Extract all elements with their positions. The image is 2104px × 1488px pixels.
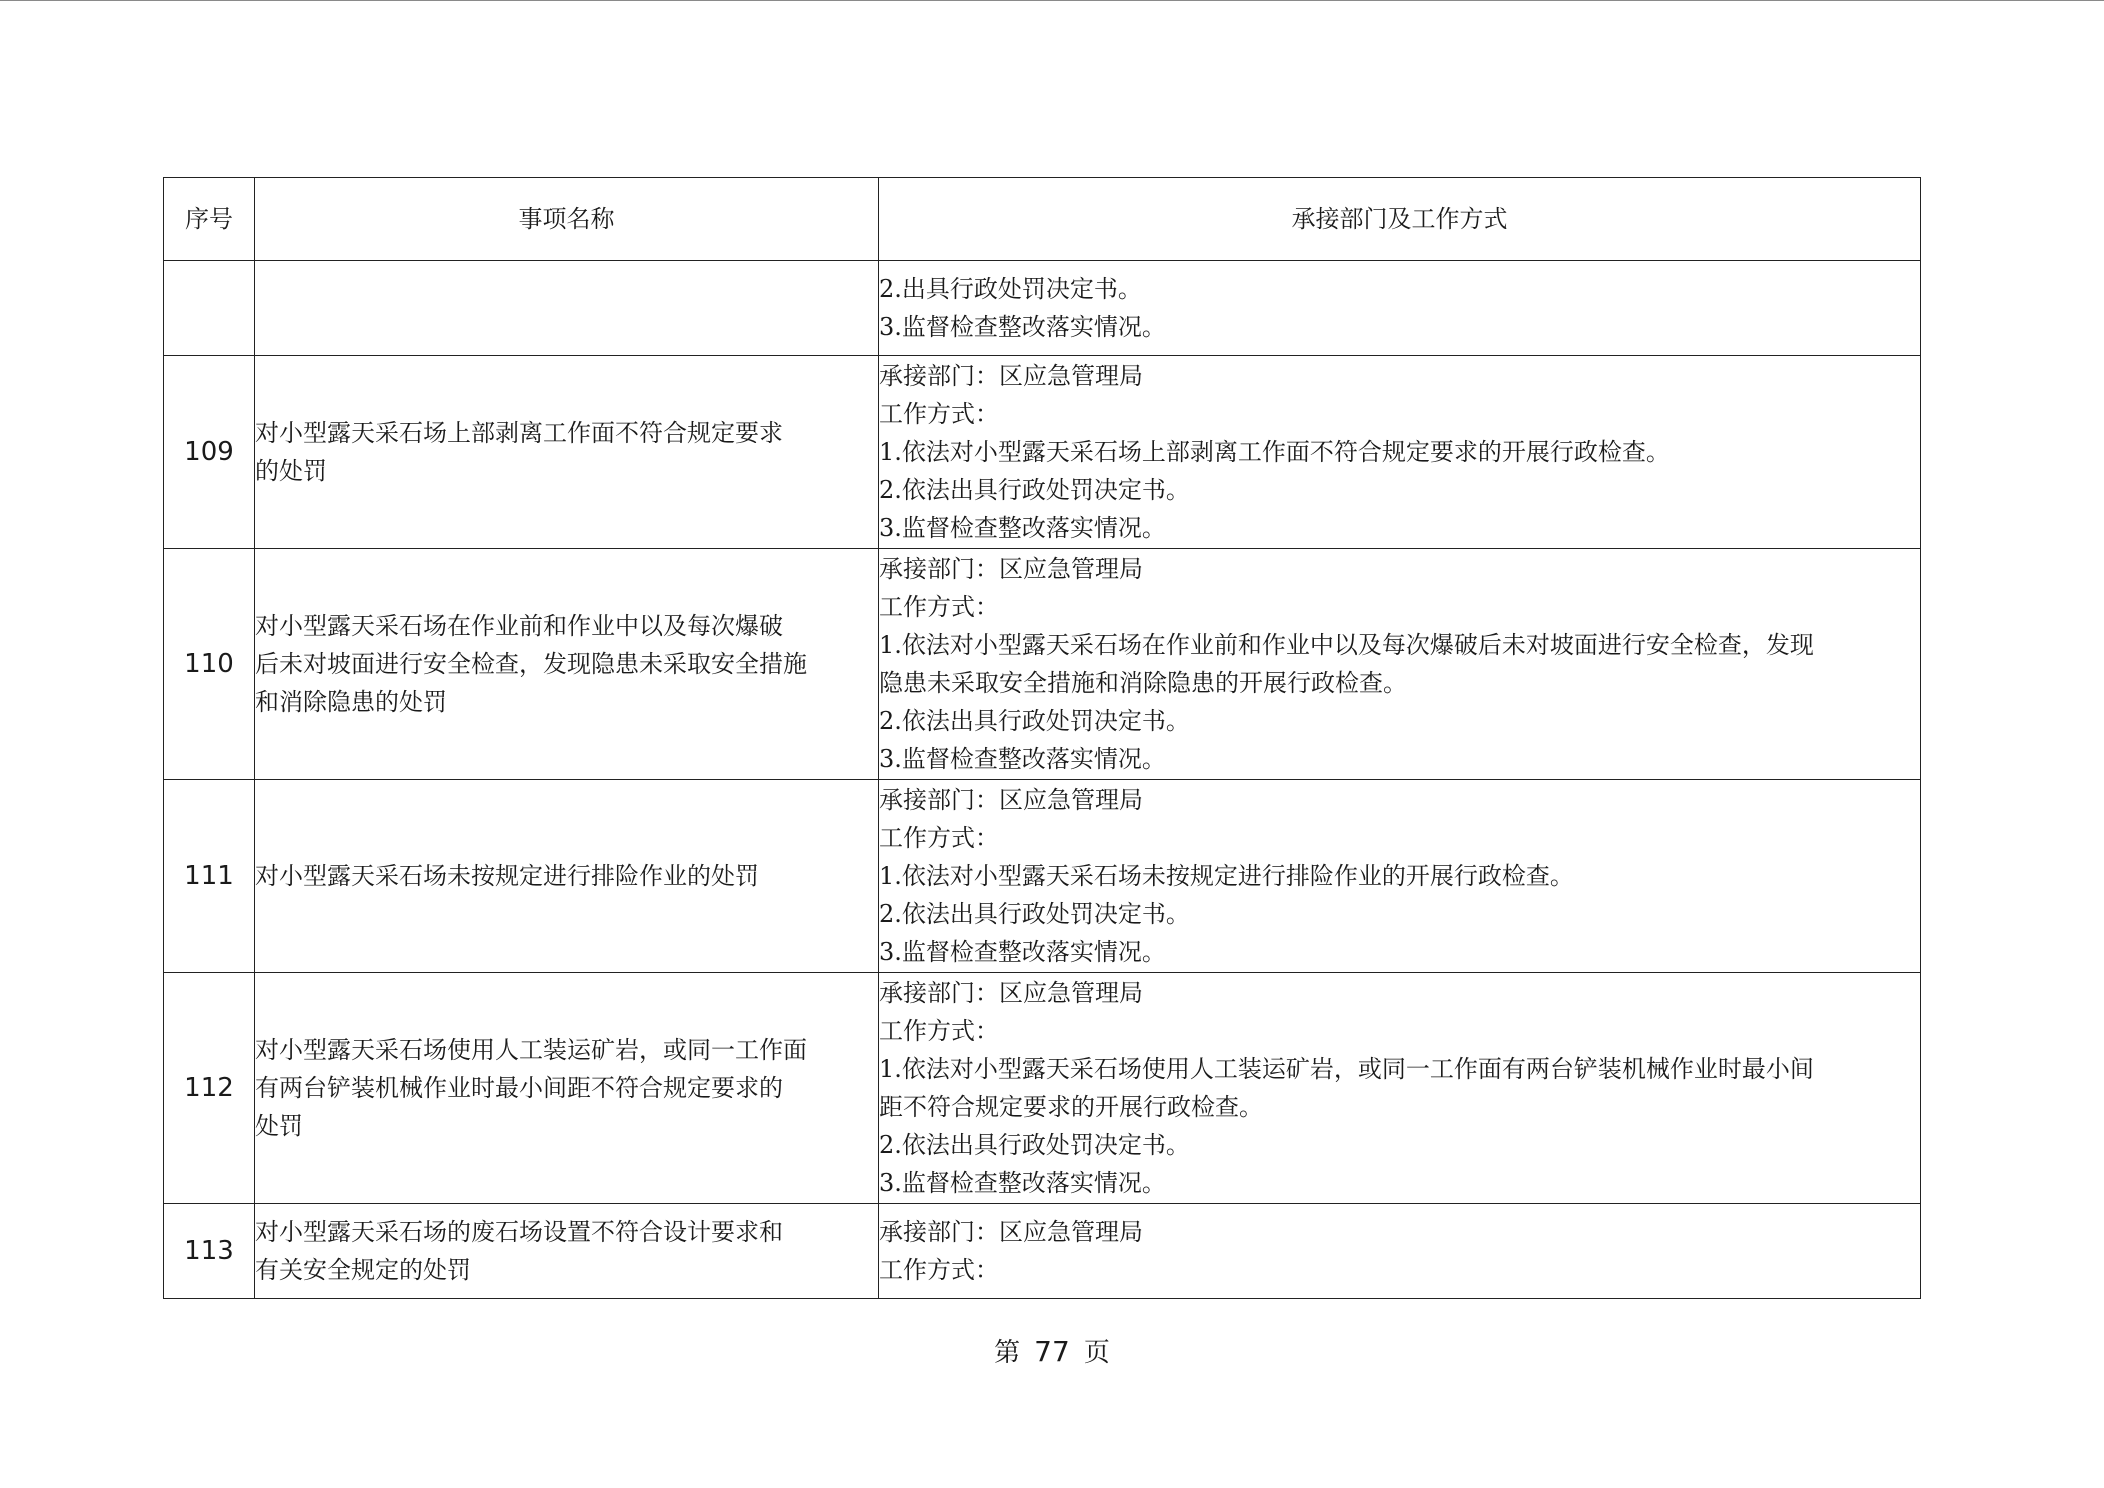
row-department-method — [879, 973, 1921, 1204]
row-matter-name — [255, 780, 879, 973]
dept-line: 3.监督检查整改落实情况。 — [879, 938, 1166, 966]
dept-line: 承接部门：区应急管理局 — [879, 555, 1143, 583]
page-number: 77 — [1034, 1335, 1070, 1368]
table-header-row — [164, 178, 1921, 261]
name-line: 有关安全规定的处罚 — [255, 1256, 471, 1284]
dept-line: 1.依法对小型露天采石场使用人工装运矿岩，或同一工作面有两台铲装机械作业时最小间 — [879, 1055, 1814, 1083]
dept-line: 1.依法对小型露天采石场未按规定进行排险作业的开展行政检查。 — [879, 862, 1574, 890]
dept-line: 3.监督检查整改落实情况。 — [879, 745, 1166, 773]
row-serial-number: 112 — [164, 973, 255, 1204]
dept-line: 承接部门：区应急管理局 — [879, 362, 1143, 390]
dept-line: 工作方式： — [879, 400, 999, 428]
dept-line: 工作方式： — [879, 1017, 999, 1045]
name-line: 处罚 — [255, 1112, 303, 1140]
row-matter-name — [255, 973, 879, 1204]
dept-line: 2.依法出具行政处罚决定书。 — [879, 476, 1190, 504]
page-number-prefix: 第 — [994, 1338, 1021, 1368]
table-row — [164, 973, 1921, 1204]
row-matter-name — [255, 356, 879, 549]
header-department-method: 承接部门及工作方式 — [879, 178, 1921, 261]
name-line: 和消除隐患的处罚 — [255, 688, 447, 716]
dept-line: 3.监督检查整改落实情况。 — [879, 514, 1166, 542]
name-line: 对小型露天采石场未按规定进行排险作业的处罚 — [255, 862, 759, 890]
name-line: 有两台铲装机械作业时最小间距不符合规定要求的 — [255, 1074, 783, 1102]
dept-line: 2.依法出具行政处罚决定书。 — [879, 1131, 1190, 1159]
name-line: 对小型露天采石场上部剥离工作面不符合规定要求 — [255, 419, 783, 447]
row-serial-number: 111 — [164, 780, 255, 973]
row-department-method — [879, 549, 1921, 780]
name-line: 的处罚 — [255, 457, 327, 485]
page-number-suffix: 页 — [1083, 1338, 1110, 1368]
name-line: 对小型露天采石场的废石场设置不符合设计要求和 — [255, 1218, 783, 1246]
dept-line: 1.依法对小型露天采石场在作业前和作业中以及每次爆破后未对坡面进行安全检查，发现 — [879, 631, 1814, 659]
dept-line: 承接部门：区应急管理局 — [879, 979, 1143, 1007]
dept-line: 工作方式： — [879, 593, 999, 621]
page-footer — [0, 1332, 2104, 1373]
header-matter-name: 事项名称 — [255, 178, 879, 261]
dept-line: 工作方式： — [879, 824, 999, 852]
name-line: 对小型露天采石场在作业前和作业中以及每次爆破 — [255, 612, 783, 640]
dept-line: 2.出具行政处罚决定书。 — [879, 275, 1142, 303]
dept-line: 工作方式： — [879, 1256, 999, 1284]
table-row — [164, 1204, 1921, 1299]
row-serial-number: 109 — [164, 356, 255, 549]
row-department-method — [879, 356, 1921, 549]
row-matter-name — [255, 261, 879, 356]
dept-line: 承接部门：区应急管理局 — [879, 1218, 1143, 1246]
matters-table — [163, 177, 1921, 1299]
page-top-border — [0, 0, 2104, 1]
row-serial-number: 110 — [164, 549, 255, 780]
name-line: 对小型露天采石场使用人工装运矿岩，或同一工作面 — [255, 1036, 807, 1064]
dept-line: 隐患未采取安全措施和消除隐患的开展行政检查。 — [879, 669, 1407, 697]
header-serial-number: 序号 — [164, 178, 255, 261]
dept-line: 3.监督检查整改落实情况。 — [879, 313, 1166, 341]
dept-line: 3.监督检查整改落实情况。 — [879, 1169, 1166, 1197]
table-row — [164, 780, 1921, 973]
dept-line: 距不符合规定要求的开展行政检查。 — [879, 1093, 1263, 1121]
table-row — [164, 549, 1921, 780]
row-department-method — [879, 780, 1921, 973]
row-department-method — [879, 1204, 1921, 1299]
dept-line: 1.依法对小型露天采石场上部剥离工作面不符合规定要求的开展行政检查。 — [879, 438, 1670, 466]
row-matter-name — [255, 1204, 879, 1299]
name-line: 后未对坡面进行安全检查，发现隐患未采取安全措施 — [255, 650, 807, 678]
row-matter-name — [255, 549, 879, 780]
dept-line: 承接部门：区应急管理局 — [879, 786, 1143, 814]
table-row — [164, 356, 1921, 549]
row-serial-number: 113 — [164, 1204, 255, 1299]
row-serial-number — [164, 261, 255, 356]
dept-line: 2.依法出具行政处罚决定书。 — [879, 707, 1190, 735]
dept-line: 2.依法出具行政处罚决定书。 — [879, 900, 1190, 928]
table-row — [164, 261, 1921, 356]
row-department-method — [879, 261, 1921, 356]
